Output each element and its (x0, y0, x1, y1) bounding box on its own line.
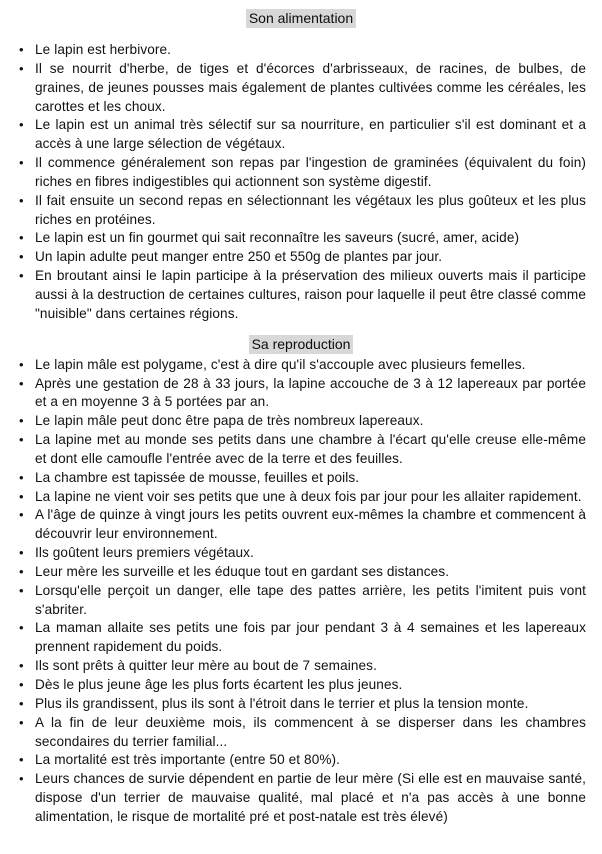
list-item: • Plus ils grandissent, plus ils sont à l'étroit dans le terrier et plus la tension monte. (35, 695, 586, 714)
list-item: • Leurs chances de survie dépendent en partie de leur mère (Si elle est en mauvaise santé, dispose d'un terrier de mauvaise qualité, mal placé et n'a pas accès à une bonne alimentation, le risque de mortalité pré et post-natale est très élevé) (35, 770, 586, 827)
list-item: • Il fait ensuite un second repas en sélectionnant les végétaux les plus goûteux et les plus riches en protéines. (35, 192, 586, 230)
document-section (0, 335, 602, 827)
list-item: • Dès le plus jeune âge les plus forts écartent les plus jeunes. (35, 676, 586, 695)
list-item: • Un lapin adulte peut manger entre 250 et 550g de plantes par jour. (35, 248, 586, 267)
list-item: • Ils goûtent leurs premiers végétaux. (35, 544, 586, 563)
list-item: • A l'âge de quinze à vingt jours les petits ouvrent eux-mêmes la chambre et commencent à découvrir leur environnement. (35, 506, 586, 544)
document-section (0, 9, 602, 324)
bullet-list (0, 41, 602, 324)
list-item: • La lapine met au monde ses petits dans une chambre à l'écart qu'elle creuse elle-même et dont elle camoufle l'entrée avec de la terre et des feuilles. (35, 431, 586, 469)
list-item: • Lorsqu'elle perçoit un danger, elle tape des pattes arrière, les petits l'imitent puis vont s'abriter. (35, 582, 586, 620)
list-item: • Le lapin est un fin gourmet qui sait reconnaître les saveurs (sucré, amer, acide) (35, 229, 586, 248)
section-title: Sa reproduction (249, 335, 354, 354)
document-body (0, 9, 602, 827)
list-item: • Le lapin mâle est polygame, c'est à dire qu'il s'accouple avec plusieurs femelles. (35, 356, 586, 375)
list-item: • La mortalité est très importante (entre 50 et 80%). (35, 751, 586, 770)
section-heading-row (0, 9, 602, 28)
list-item: • Ils sont prêts à quitter leur mère au bout de 7 semaines. (35, 657, 586, 676)
section-title: Son alimentation (246, 9, 356, 28)
list-item: • Il se nourrit d'herbe, de tiges et d'écorces d'arbrisseaux, de racines, de bulbes, de graines, de jeunes pousses mais également de plantes cultivées comme les céréales, les carottes et les choux. (35, 60, 586, 117)
list-item: • Le lapin mâle peut donc être papa de très nombreux lapereaux. (35, 412, 586, 431)
list-item: • A la fin de leur deuxième mois, ils commencent à se disperser dans les chambres secondaires du terrier familial... (35, 714, 586, 752)
list-item: • Après une gestation de 28 à 33 jours, la lapine accouche de 3 à 12 lapereaux par portée et a en moyenne 3 à 5 portées par an. (35, 375, 586, 413)
bullet-list (0, 356, 602, 827)
list-item: • Le lapin est un animal très sélectif sur sa nourriture, en particulier s'il est dominant et a accès à une large sélection de végétaux. (35, 116, 586, 154)
section-heading-row (0, 335, 602, 354)
list-item: • Leur mère les surveille et les éduque tout en gardant ses distances. (35, 563, 586, 582)
list-item: • La maman allaite ses petits une fois par jour pendant 3 à 4 semaines et les lapereaux prennent rapidement du poids. (35, 619, 586, 657)
list-item: • Il commence généralement son repas par l'ingestion de graminées (équivalent du foin) riches en fibres indigestibles qui actionnent son système digestif. (35, 154, 586, 192)
list-item: • La chambre est tapissée de mousse, feuilles et poils. (35, 469, 586, 488)
list-item: • En broutant ainsi le lapin participe à la préservation des milieux ouverts mais il participe aussi à la destruction de certaines cultures, raison pour laquelle il peut être classé comme "nuisible" dans certaines régions. (35, 267, 586, 324)
list-item: • La lapine ne vient voir ses petits que une à deux fois par jour pour les allaiter rapidement. (35, 488, 586, 507)
list-item: • Le lapin est herbivore. (35, 41, 586, 60)
